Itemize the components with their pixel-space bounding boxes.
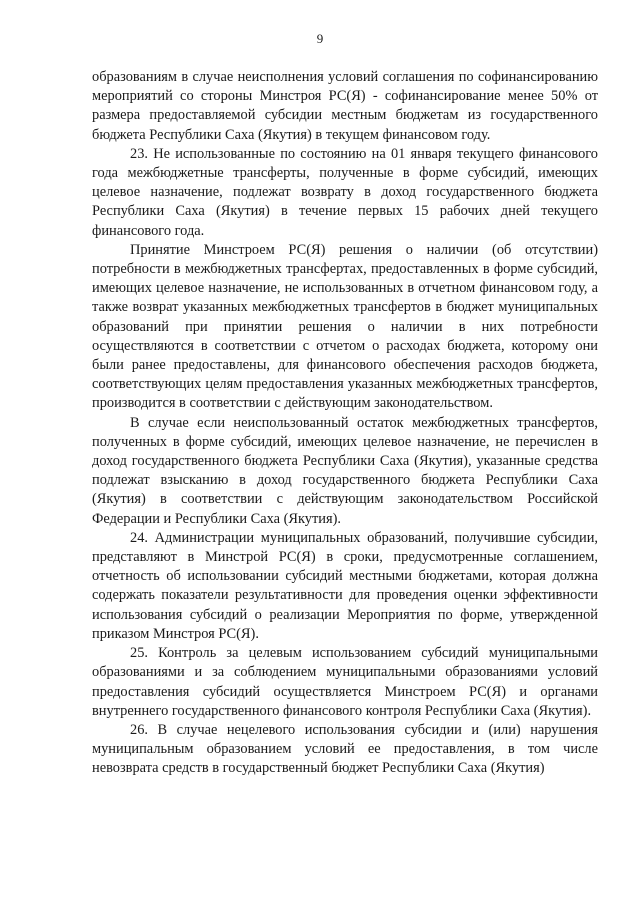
paragraph-item-24: 24. Администрации муниципальных образований, получившие субсидии, представляют в Минстрой РС(Я) в сроки, предусмотренные соглашением, отчетность об использовании субсидий местными бюджетами, которая должна содержать показатели результативности для проведения оценки эффективности использования субсидий о реализации Мероприятия по форме, утвержденной приказом Минстроя РС(Я). bbox=[92, 529, 598, 642]
paragraph-item-23: 23. Не использованные по состоянию на 01 января текущего финансового года межбюджетные трансферты, полученные в форме субсидий, имеющих целевое назначение, подлежат возврату в доход государственного бюджета Республики Саха (Якутия) в течение первых 15 рабочих дней текущего финансового года. bbox=[92, 145, 598, 239]
paragraph-continuation: образованиям в случае неисполнения условий соглашения по софинансированию мероприятий со стороны Минстроя РС(Я) - софинансирование менее 50% от размера предоставляемой субсидии местным бюджетам из государственного бюджета Республики Саха (Якутия) в текущем финансовом году. bbox=[92, 69, 598, 143]
document-body bbox=[92, 68, 598, 779]
paragraph-item-25: 25. Контроль за целевым использованием субсидий муниципальными образованиями и за соблюдением муниципальными образованиями условий предоставления субсидий осуществляется Минстроем РС(Я) и органами внутреннего государственного финансового контроля Республики Саха (Якутия). bbox=[92, 645, 598, 719]
paragraph-unused-balance: В случае если неиспользованный остаток межбюджетных трансфертов, полученных в форме субсидий, имеющих целевое назначение, не перечислен в доход государственного бюджета Республики Саха (Якутия), указанные средства подлежат взысканию в доход государственного бюджета Республики Саха (Якутия) в соответствии с действующим законодательством Российской Федерации и Республики Саха (Якутия). bbox=[92, 414, 598, 527]
paragraph-item-26: 26. В случае нецелевого использования субсидии и (или) нарушения муниципальным образованием условий ее предоставления, в том числе невозврата средств в государственный бюджет Республики Саха (Якутия) bbox=[92, 721, 598, 777]
paragraph-need-decision: Принятие Минстроем РС(Я) решения о наличии (об отсутствии) потребности в межбюджетных трансфертах, предоставленных в форме субсидий, имеющих целевое назначение, не использованных в отчетном финансовом году, а также возврат указанных межбюджетных трансфертов в бюджет муниципальных образований при принятии решения о наличии в них потребности осуществляются в соответствии с отчетом о расходах бюджета, которому они были ранее предоставлены, для финансового обеспечения расходов бюджета, соответствующих целям предоставления указанных межбюджетных трансфертов, производится в соответствии с действующим законодательством. bbox=[92, 241, 598, 412]
page-number: 9 bbox=[316, 31, 324, 46]
